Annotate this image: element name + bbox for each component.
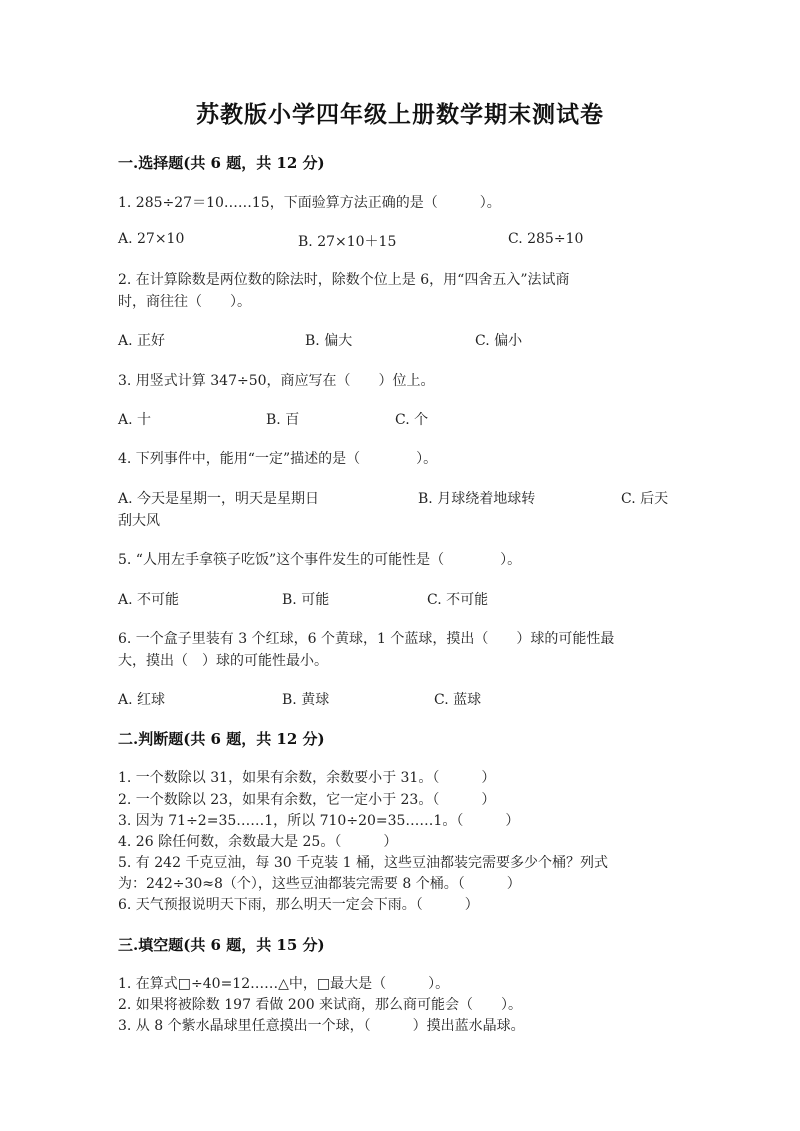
judgement-item: 2. 一个数除以 23，如果有余数，它一定小于 23。（ ） <box>118 792 496 808</box>
question-5: 5. “人用左手拿筷子吃饭”这个事件发生的可能性是（ ）。 <box>118 552 522 568</box>
q6-option-b: B. 黄球 <box>282 692 330 708</box>
fill-in-item: 2. 如果将被除数 197 看做 200 来试商，那么商可能会（ ）。 <box>118 997 523 1013</box>
q5-option-c: C. 不可能 <box>427 592 489 608</box>
q1-option-b: B. 27×10＋15 <box>298 234 397 250</box>
q3-option-c: C. 个 <box>395 412 429 428</box>
judgement-item: 为：242÷30≈8（个），这些豆油都装完需要 8 个桶。（ ） <box>118 876 521 892</box>
judgement-item: 6. 天气预报说明天下雨，那么明天一定会下雨。（ ） <box>118 897 479 913</box>
q2-option-c: C. 偏小 <box>475 333 523 349</box>
q6-option-c: C. 蓝球 <box>434 692 482 708</box>
section-heading-choice: 一.选择题(共 6 题，共 12 分) <box>118 154 325 172</box>
judgement-item: 3. 因为 71÷2=35……1，所以 710÷20=35……1。（ ） <box>118 813 520 829</box>
fill-in-item: 1. 在算式□÷40=12……△中，□最大是（ ）。 <box>118 976 450 992</box>
q2-option-b: B. 偏大 <box>305 333 353 349</box>
question-2-line-2: 时，商往往（ ）。 <box>118 294 251 310</box>
question-4: 4. 下列事件中，能用“一定”描述的是（ ）。 <box>118 451 438 467</box>
q3-option-a: A. 十 <box>118 412 152 428</box>
section-heading-fill-in: 三.填空题(共 6 题，共 15 分) <box>118 936 325 954</box>
q1-option-a: A. 27×10 <box>118 231 185 247</box>
question-6-line-1: 6. 一个盒子里装有 3 个红球，6 个黄球，1 个蓝球，摸出（ ）球的可能性最 <box>118 631 615 647</box>
q4-option-a: A. 今天是星期一，明天是星期日 <box>118 491 320 507</box>
q4-option-b: B. 月球绕着地球转 <box>418 491 536 507</box>
q1-option-c: C. 285÷10 <box>508 231 584 247</box>
question-1: 1. 285÷27＝10……15，下面验算方法正确的是（ ）。 <box>118 195 501 211</box>
section-heading-judgement: 二.判断题(共 6 题，共 12 分) <box>118 730 325 748</box>
page-title: 苏教版小学四年级上册数学期末测试卷 <box>196 101 604 128</box>
q4-option-c: C. 后天 <box>621 491 669 507</box>
question-2-line-1: 2. 在计算除数是两位数的除法时，除数个位上是 6，用“四舍五入”法试商 <box>118 272 570 288</box>
question-3: 3. 用竖式计算 347÷50，商应写在（ ）位上。 <box>118 373 435 389</box>
q3-option-b: B. 百 <box>266 412 300 428</box>
q4-option-c-continued: 刮大风 <box>118 513 160 529</box>
judgement-item: 5. 有 242 千克豆油，每 30 千克装 1 桶，这些豆油都装完需要多少个桶？列式 <box>118 855 608 871</box>
q2-option-a: A. 正好 <box>118 333 166 349</box>
q5-option-b: B. 可能 <box>282 592 330 608</box>
fill-in-item: 3. 从 8 个紫水晶球里任意摸出一个球，（ ）摸出蓝水晶球。 <box>118 1018 525 1034</box>
q5-option-a: A. 不可能 <box>118 592 180 608</box>
q6-option-a: A. 红球 <box>118 692 166 708</box>
question-6-line-2: 大，摸出（ ）球的可能性最小。 <box>118 653 328 669</box>
judgement-item: 4. 26 除任何数，余数最大是 25。（ ） <box>118 834 398 850</box>
judgement-item: 1. 一个数除以 31，如果有余数，余数要小于 31。（ ） <box>118 770 496 786</box>
